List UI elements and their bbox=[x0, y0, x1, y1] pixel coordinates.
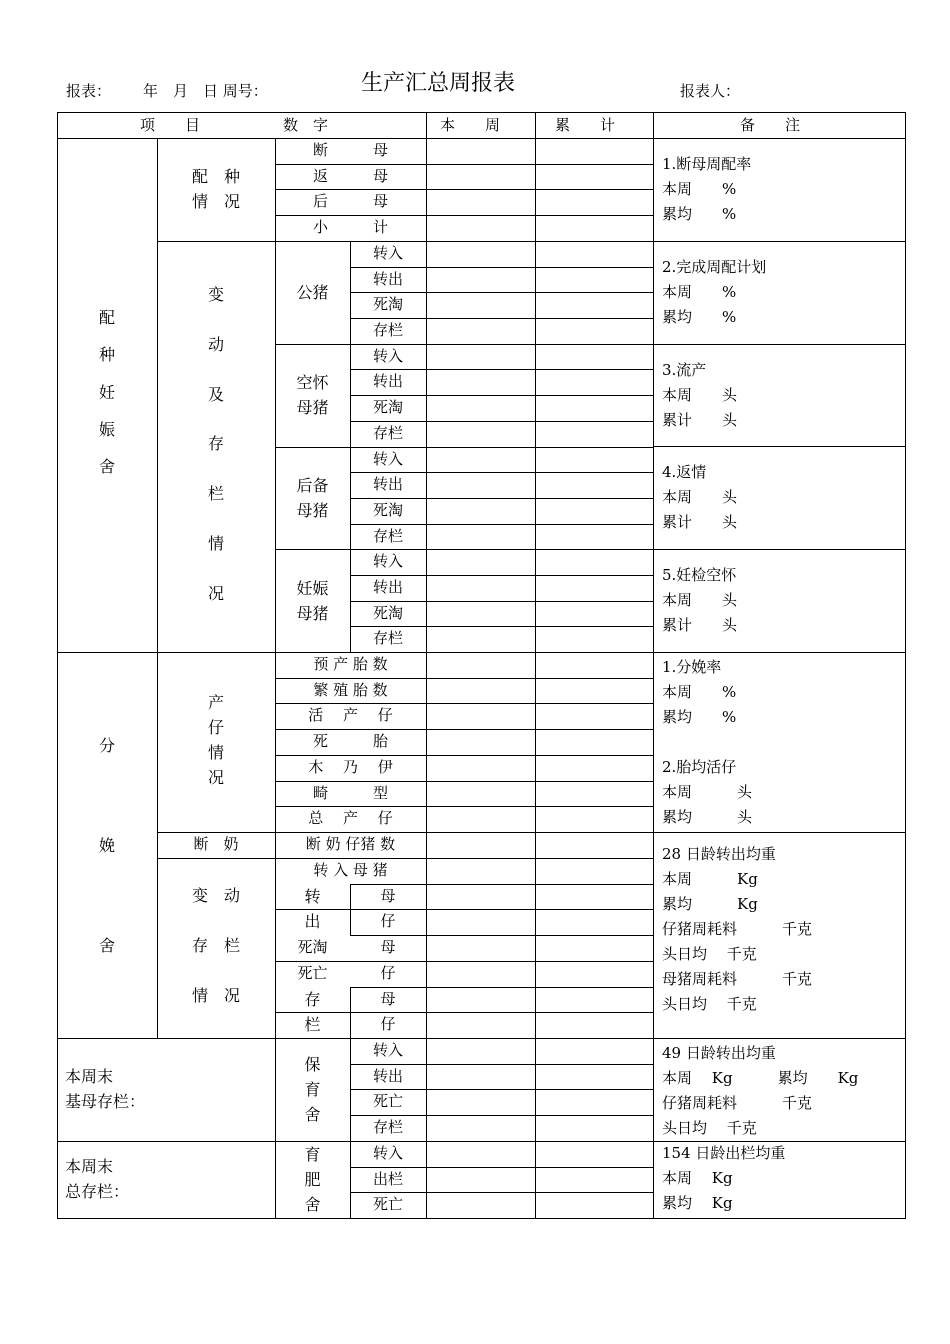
subgroup-label-line: 公猪 bbox=[296, 282, 329, 302]
remark-line: 累均 头 bbox=[662, 808, 753, 826]
remark-line: 本周 % bbox=[662, 283, 737, 301]
movement-row-label: 转出 bbox=[372, 578, 403, 596]
table-rule bbox=[535, 112, 536, 1219]
movement-row-label: 存栏 bbox=[372, 527, 403, 545]
change-group-label-line bbox=[157, 507, 275, 532]
mating-group-label-line: 配 种 bbox=[191, 167, 240, 186]
table-rule bbox=[57, 1218, 906, 1219]
remark-line: 1.分娩率 bbox=[662, 658, 722, 676]
change-group-label-line: 及 bbox=[207, 384, 224, 404]
litter-group-label bbox=[157, 690, 275, 790]
transfer-out-label bbox=[275, 886, 350, 931]
sow-label: 母 bbox=[380, 990, 396, 1008]
mating-row-label: 断 母 bbox=[312, 141, 388, 159]
remark-line: 本周 % bbox=[662, 683, 737, 701]
mating-group-label-line: 情 况 bbox=[191, 192, 240, 211]
remark-line: 2.胎均活仔 bbox=[662, 758, 737, 776]
remark-line: 本周 Kg bbox=[662, 1169, 733, 1187]
section-farrowing-line bbox=[57, 883, 157, 908]
remark-line: 累计 头 bbox=[662, 513, 738, 531]
litter-group-label-line: 仔 bbox=[207, 718, 224, 737]
litter-row-label: 木 乃 伊 bbox=[308, 758, 393, 776]
section-farrowing-line bbox=[57, 908, 157, 933]
movement-row-label: 转出 bbox=[372, 372, 403, 390]
finishing-stock-label bbox=[65, 1154, 275, 1204]
piglet-label: 仔 bbox=[380, 912, 396, 930]
table-rule bbox=[653, 832, 906, 833]
nursery-row-label: 转入 bbox=[372, 1041, 403, 1059]
remark-line: 本周 Kg 累均 Kg bbox=[662, 1069, 859, 1087]
weaning-label: 断 奶 bbox=[193, 835, 239, 853]
mating-row-label: 后 母 bbox=[312, 192, 388, 210]
litter-row-label: 畸 型 bbox=[312, 784, 388, 802]
table-rule bbox=[653, 549, 906, 550]
remark-line: 本周 头 bbox=[662, 783, 753, 801]
column-header-this-week: 本 周 bbox=[440, 116, 501, 134]
movement-row-label: 转入 bbox=[372, 450, 403, 468]
remark-line: 本周 头 bbox=[662, 488, 738, 506]
section-farrowing bbox=[57, 733, 157, 958]
section-breeding-line bbox=[57, 328, 157, 347]
change-group-label-line bbox=[157, 457, 275, 482]
remark-line: 本周 头 bbox=[662, 386, 738, 404]
remark-line: 头日均 千克 bbox=[662, 945, 757, 963]
transfer-out-label-line: 转 bbox=[304, 886, 321, 906]
section-farrowing-line bbox=[57, 758, 157, 783]
change-group-label-line: 存 bbox=[207, 434, 224, 454]
remark-line: 1.断母周配率 bbox=[662, 155, 752, 173]
litter-group-label-line: 产 bbox=[207, 693, 224, 712]
table-rule bbox=[57, 138, 906, 139]
page-title: 生产汇总周报表 bbox=[361, 71, 516, 96]
movement-row-label: 死淘 bbox=[372, 295, 403, 313]
remark-line: 5.妊检空怀 bbox=[662, 566, 737, 584]
movement-row-label: 死淘 bbox=[372, 604, 403, 622]
farrowing-change-group-label-line bbox=[157, 908, 275, 933]
remark-line: 累均 % bbox=[662, 205, 737, 223]
nursery-stock-label bbox=[65, 1064, 275, 1114]
remark-line: 累均 Kg bbox=[662, 895, 758, 913]
column-header-remarks: 备 注 bbox=[740, 116, 801, 134]
section-breeding-line bbox=[57, 365, 157, 384]
section-farrowing-line bbox=[57, 808, 157, 833]
remark-line: 累均 Kg bbox=[662, 1194, 733, 1212]
mating-row-label: 返 母 bbox=[312, 167, 388, 185]
farrowing-change-group-label-line: 存 栏 bbox=[191, 935, 240, 955]
movement-row-label: 转出 bbox=[372, 475, 403, 493]
section-breeding-line: 娠 bbox=[98, 419, 115, 439]
subgroup-label bbox=[275, 473, 350, 523]
sow-label: 母 bbox=[380, 938, 396, 956]
section-farrowing-line: 分 bbox=[98, 735, 115, 755]
table-rule bbox=[275, 447, 654, 448]
movement-row-label: 转出 bbox=[372, 270, 403, 288]
nursery-row-label: 存栏 bbox=[372, 1118, 403, 1136]
subgroup-label-line: 空怀 bbox=[296, 373, 329, 393]
nursery-stock-label-line: 本周末 bbox=[65, 1067, 114, 1086]
section-farrowing-line: 娩 bbox=[98, 835, 115, 855]
death-label: 死亡 bbox=[297, 964, 328, 982]
finishing-stock-label-line: 本周末 bbox=[65, 1157, 114, 1176]
table-rule bbox=[905, 112, 906, 1219]
remark-line: 仔猪周耗料 千克 bbox=[662, 1094, 813, 1112]
section-breeding-line: 配 bbox=[98, 307, 115, 327]
subgroup-label bbox=[275, 576, 350, 626]
finishing-row-label: 死亡 bbox=[372, 1195, 403, 1213]
litter-row-label: 繁 殖 胎 数 bbox=[313, 681, 388, 699]
piglet-label: 仔 bbox=[380, 1015, 396, 1033]
table-rule bbox=[350, 884, 351, 936]
movement-row-label: 存栏 bbox=[372, 424, 403, 442]
change-group-label-line: 动 bbox=[207, 334, 224, 354]
litter-group-label-line: 情 bbox=[207, 743, 224, 762]
table-rule bbox=[653, 446, 906, 447]
table-rule bbox=[350, 987, 351, 1039]
movement-row-label: 存栏 bbox=[372, 321, 403, 339]
column-header-number: 数 字 bbox=[283, 116, 329, 134]
change-group-label-line: 况 bbox=[207, 583, 224, 603]
finishing-house-label-line: 育 bbox=[304, 1144, 321, 1164]
subgroup-label-line: 母猪 bbox=[296, 603, 329, 623]
report-date-fields: 年 月 日 周号： bbox=[143, 82, 268, 100]
remark-line: 2.完成周配计划 bbox=[662, 258, 767, 276]
table-rule bbox=[57, 1038, 906, 1039]
stock-label-line: 栏 bbox=[304, 1014, 321, 1034]
remark-line: 4.返情 bbox=[662, 463, 707, 481]
nursery-house-label bbox=[275, 1052, 350, 1127]
change-group-label-line: 栏 bbox=[207, 484, 224, 504]
litter-row-label: 活 产 仔 bbox=[308, 706, 393, 724]
section-breeding bbox=[57, 309, 157, 477]
change-group-label-line bbox=[157, 308, 275, 333]
section-breeding-line: 种 bbox=[98, 345, 115, 365]
table-rule bbox=[57, 112, 58, 1219]
movement-row-label: 转入 bbox=[372, 244, 403, 262]
remark-line: 本周 % bbox=[662, 180, 737, 198]
section-farrowing-line bbox=[57, 858, 157, 883]
finishing-house-label-line: 肥 bbox=[304, 1169, 321, 1189]
sow-label: 母 bbox=[380, 887, 396, 905]
production-report-table bbox=[57, 112, 905, 1218]
table-rule bbox=[350, 241, 351, 653]
remark-line: 累均 % bbox=[662, 708, 737, 726]
section-breeding-line bbox=[57, 440, 157, 459]
change-group-label-line bbox=[157, 358, 275, 383]
finishing-row-label: 出栏 bbox=[372, 1170, 403, 1188]
remark-line: 仔猪周耗料 千克 bbox=[662, 920, 813, 938]
finishing-house-label-line: 舍 bbox=[304, 1194, 321, 1214]
stock-label bbox=[275, 989, 350, 1034]
nursery-house-label-line: 保 bbox=[304, 1054, 321, 1074]
section-farrowing-line bbox=[57, 783, 157, 808]
mating-row-label: 小 计 bbox=[312, 218, 388, 236]
section-breeding-line: 妊 bbox=[98, 382, 115, 402]
remark-line: 累均 % bbox=[662, 308, 737, 326]
litter-row-label: 死 胎 bbox=[312, 732, 388, 750]
movement-row-label: 转入 bbox=[372, 347, 403, 365]
remark-line: 本周 Kg bbox=[662, 870, 758, 888]
transfer-in-sow-label: 转 入 母 猪 bbox=[313, 861, 388, 879]
change-group-label-line bbox=[157, 557, 275, 582]
remark-line: 母猪周耗料 千克 bbox=[662, 970, 813, 988]
subgroup-label-line: 母猪 bbox=[296, 398, 329, 418]
subgroup-label-line: 妊娠 bbox=[296, 578, 329, 598]
change-group-label-line: 变 bbox=[207, 285, 224, 305]
subgroup-label bbox=[275, 280, 350, 305]
remark-line: 头日均 千克 bbox=[662, 995, 757, 1013]
weaned-piglets-label: 断 奶 仔猪 数 bbox=[305, 835, 396, 853]
remark-line: 28 日龄转出均重 bbox=[662, 845, 776, 863]
nursery-row-label: 死亡 bbox=[372, 1092, 403, 1110]
section-breeding-line bbox=[57, 402, 157, 421]
remark-line: 累计 头 bbox=[662, 616, 738, 634]
farrowing-change-group-label-line: 情 况 bbox=[191, 985, 240, 1005]
change-group-label-line bbox=[157, 408, 275, 433]
finishing-stock-label-line: 总存栏： bbox=[65, 1182, 130, 1201]
litter-group-label-line: 况 bbox=[207, 768, 224, 787]
table-rule bbox=[426, 112, 427, 1219]
remark-line: 154 日龄出栏均重 bbox=[662, 1144, 786, 1162]
farrowing-change-group-label-line: 变 动 bbox=[191, 885, 240, 905]
movement-row-label: 死淘 bbox=[372, 398, 403, 416]
column-header-cumulative: 累 计 bbox=[555, 116, 616, 134]
farrowing-change-group-label-line bbox=[157, 958, 275, 983]
remark-line: 本周 头 bbox=[662, 591, 738, 609]
nursery-house-label-line: 舍 bbox=[304, 1104, 321, 1124]
nursery-house-label-line: 育 bbox=[304, 1079, 321, 1099]
nursery-stock-label-line: 基母存栏： bbox=[65, 1092, 146, 1111]
movement-row-label: 存栏 bbox=[372, 629, 403, 647]
movement-row-label: 转入 bbox=[372, 552, 403, 570]
finishing-row-label: 转入 bbox=[372, 1144, 403, 1162]
farrowing-change-group-label bbox=[157, 883, 275, 1008]
table-rule bbox=[275, 344, 654, 345]
reporter-label: 报表人： bbox=[680, 82, 741, 100]
stock-label-line: 存 bbox=[304, 989, 321, 1009]
cull-label: 死淘 bbox=[297, 938, 328, 956]
subgroup-label-line: 后备 bbox=[296, 475, 329, 495]
remark-line: 49 日龄转出均重 bbox=[662, 1044, 776, 1062]
section-farrowing-line: 舍 bbox=[98, 935, 115, 955]
nursery-row-label: 转出 bbox=[372, 1067, 403, 1085]
remark-line: 3.流产 bbox=[662, 361, 707, 379]
subgroup-label-line: 母猪 bbox=[296, 500, 329, 520]
movement-row-label: 死淘 bbox=[372, 501, 403, 519]
litter-row-label: 预 产 胎 数 bbox=[313, 655, 388, 673]
table-rule bbox=[653, 112, 654, 1219]
change-group-label bbox=[157, 283, 275, 607]
section-breeding-line: 舍 bbox=[98, 457, 115, 477]
remark-line: 累计 头 bbox=[662, 411, 738, 429]
litter-row-label: 总 产 仔 bbox=[308, 809, 393, 827]
piglet-label: 仔 bbox=[380, 964, 396, 982]
finishing-house-label bbox=[275, 1142, 350, 1217]
table-rule bbox=[57, 652, 906, 653]
report-label: 报表： bbox=[66, 82, 112, 100]
table-rule bbox=[653, 241, 906, 242]
transfer-out-label-line: 出 bbox=[304, 911, 321, 931]
remark-line: 头日均 千克 bbox=[662, 1119, 757, 1137]
mating-group-label bbox=[157, 164, 275, 214]
subgroup-label bbox=[275, 370, 350, 420]
change-group-label-line: 情 bbox=[207, 534, 224, 554]
table-rule bbox=[275, 549, 654, 550]
column-header-item: 项 目 bbox=[140, 116, 201, 134]
table-rule bbox=[653, 344, 906, 345]
